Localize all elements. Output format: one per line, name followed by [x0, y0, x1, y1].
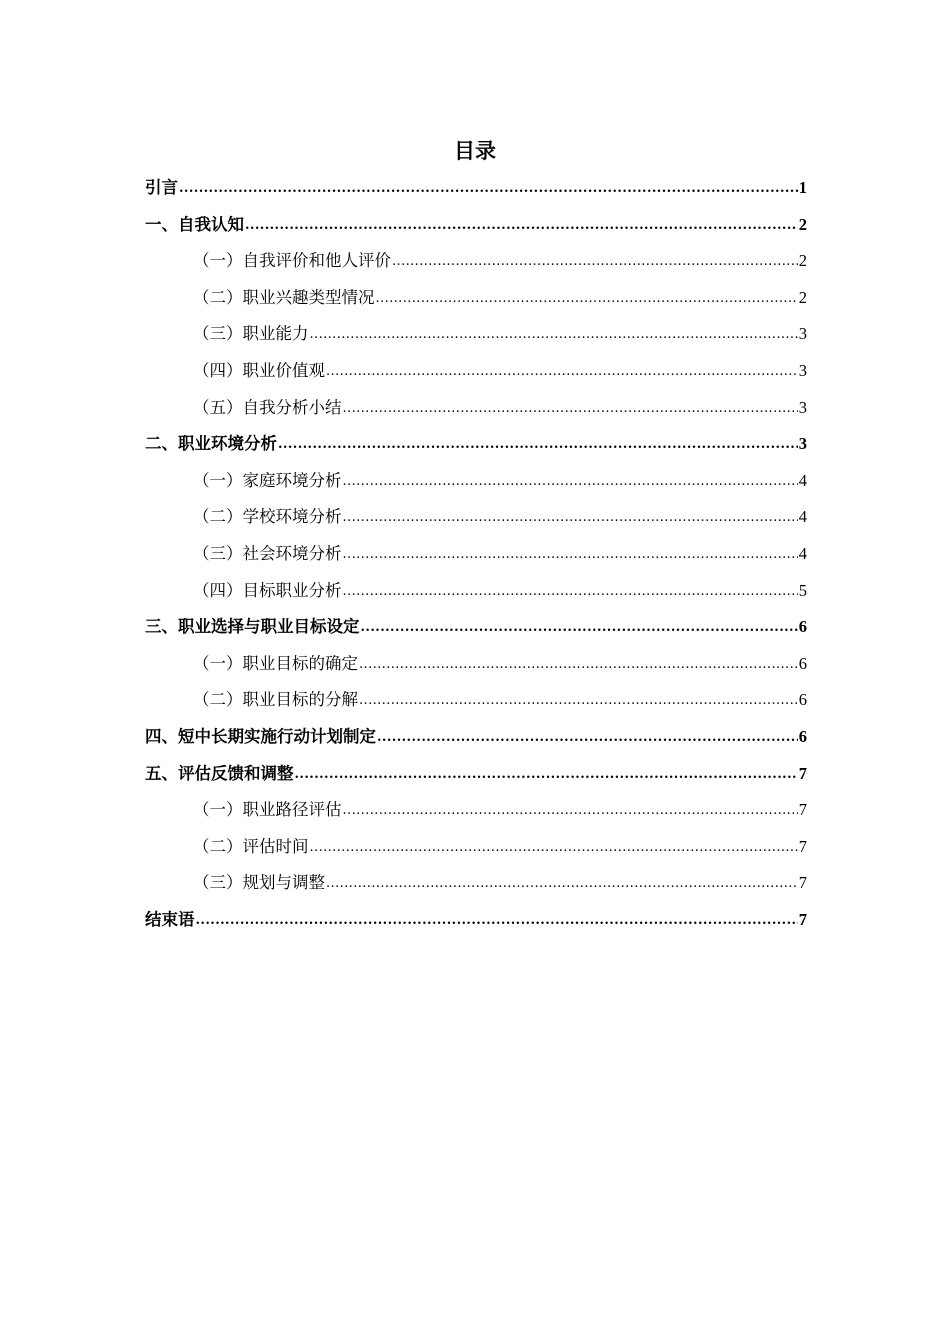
toc-entry-label: 引言: [145, 178, 178, 197]
toc-dot-leader: [326, 359, 798, 376]
toc-entry[interactable]: [145, 280, 807, 317]
toc-entry[interactable]: [145, 573, 807, 610]
toc-entry[interactable]: [145, 390, 807, 427]
toc-entry[interactable]: [145, 426, 807, 463]
toc-dot-leader: [343, 579, 798, 596]
toc-entry[interactable]: [145, 682, 807, 719]
toc-page-number: 4: [798, 470, 807, 490]
toc-page-number: 6: [798, 653, 807, 673]
toc-list: [145, 170, 807, 938]
toc-entry[interactable]: [145, 719, 807, 756]
toc-entry-label: （一）家庭环境分析: [193, 470, 342, 490]
toc-dot-leader: [278, 433, 798, 450]
toc-page-number: 4: [798, 543, 807, 563]
toc-entry-label: 结束语: [145, 909, 195, 929]
toc-entry[interactable]: [145, 756, 807, 793]
toc-entry[interactable]: [145, 646, 807, 683]
toc-entry[interactable]: [145, 609, 807, 646]
toc-entry-label: （五）自我分析小结: [193, 397, 342, 417]
toc-dot-leader: [392, 250, 798, 267]
toc-entry[interactable]: [145, 829, 807, 866]
toc-dot-leader: [359, 689, 798, 706]
toc-entry[interactable]: [145, 243, 807, 280]
toc-entry[interactable]: [145, 207, 807, 244]
toc-page-number: 3: [798, 434, 807, 454]
toc-page-number: 3: [798, 397, 807, 417]
toc-page-number: 1: [798, 178, 807, 197]
toc-page-number: 4: [798, 507, 807, 527]
toc-dot-leader: [196, 908, 798, 925]
toc-entry-label: （四）职业价值观: [193, 360, 325, 380]
toc-dot-leader: [326, 872, 798, 889]
toc-dot-leader: [343, 506, 798, 523]
toc-title: 目录: [454, 139, 496, 163]
toc-entry-label: （二）职业兴趣类型情况: [193, 287, 375, 307]
toc-dot-leader: [343, 396, 798, 413]
toc-entry-label: （一）职业路径评估: [193, 800, 342, 820]
toc-dot-leader: [310, 323, 798, 340]
toc-entry[interactable]: [145, 902, 807, 939]
toc-entry-label: 三、职业选择与职业目标设定: [145, 617, 360, 637]
toc-page-number: 5: [798, 580, 807, 600]
toc-page-number: 3: [798, 324, 807, 344]
toc-page-number: 3: [798, 360, 807, 380]
toc-dot-leader: [376, 286, 798, 303]
toc-page-number: 7: [798, 909, 807, 929]
toc-dot-leader: [343, 799, 798, 816]
toc-dot-leader: [359, 652, 798, 669]
toc-entry-label: 五、评估反馈和调整: [145, 763, 294, 783]
toc-entry-label: （三）职业能力: [193, 324, 309, 344]
toc-dot-leader: [245, 213, 798, 230]
toc-page-number: 7: [798, 836, 807, 856]
toc-entry[interactable]: [145, 499, 807, 536]
toc-dot-leader: [295, 762, 798, 779]
toc-entry-label: 二、职业环境分析: [145, 434, 277, 454]
toc-entry-label: （一）职业目标的确定: [193, 653, 358, 673]
toc-entry[interactable]: [145, 170, 807, 207]
toc-entry-label: （三）规划与调整: [193, 873, 325, 893]
toc-page-number: 2: [798, 251, 807, 271]
toc-page-number: 7: [798, 800, 807, 820]
toc-entry-label: （二）职业目标的分解: [193, 690, 358, 710]
toc-entry[interactable]: [145, 865, 807, 902]
toc-dot-leader: [179, 177, 798, 194]
toc-page-number: 6: [798, 690, 807, 710]
toc-entry-label: （一）自我评价和他人评价: [193, 251, 391, 271]
toc-dot-leader: [377, 725, 798, 742]
toc-page-number: 6: [798, 726, 807, 746]
toc-page-number: 7: [798, 873, 807, 893]
toc-entry[interactable]: [145, 316, 807, 353]
toc-entry-label: （二）评估时间: [193, 836, 309, 856]
toc-page-number: 6: [798, 617, 807, 637]
toc-entry-label: （四）目标职业分析: [193, 580, 342, 600]
toc-entry[interactable]: [145, 463, 807, 500]
toc-entry[interactable]: [145, 792, 807, 829]
toc-page-number: 2: [798, 287, 807, 307]
toc-entry-label: 一、自我认知: [145, 214, 244, 234]
toc-entry[interactable]: [145, 353, 807, 390]
toc-dot-leader: [361, 616, 798, 633]
toc-entry-label: 四、短中长期实施行动计划制定: [145, 726, 376, 746]
toc-entry[interactable]: [145, 536, 807, 573]
toc-page-number: 7: [798, 763, 807, 783]
toc-dot-leader: [310, 835, 798, 852]
toc-page-number: 2: [798, 214, 807, 234]
toc-dot-leader: [343, 542, 798, 559]
toc-entry-label: （三）社会环境分析: [193, 543, 342, 563]
toc-entry-label: （二）学校环境分析: [193, 507, 342, 527]
toc-dot-leader: [343, 469, 798, 486]
